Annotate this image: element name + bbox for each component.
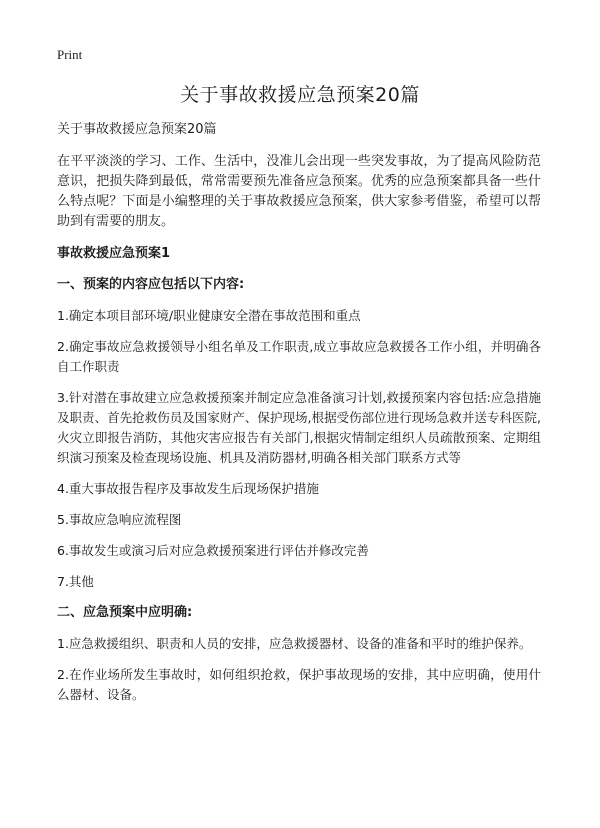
section-title: 事故救援应急预案1 [57, 246, 171, 261]
part2-heading: 二、应急预案中应明确: [57, 605, 193, 620]
part1-heading: 一、预案的内容应包括以下内容: [57, 277, 245, 292]
document-subtitle: 关于事故救援应急预案20篇 [57, 122, 217, 137]
list-item: 1.确定本项目部环境/职业健康安全潜在事故范围和重点 [57, 308, 361, 323]
list-item: 2.在作业场所发生事故时，如何组织抢救，保护事故现场的安排，其中应明确，使用什么器材、设备。 [57, 667, 541, 702]
list-item: 7.其他 [57, 574, 94, 589]
print-link[interactable]: Print [57, 47, 83, 62]
list-item: 4.重大事故报告程序及事故发生后现场保护措施 [57, 481, 319, 496]
page-title: 关于事故救援应急预案20篇 [180, 84, 420, 106]
list-item: 3.针对潜在事故建立应急救援预案并制定应急准备演习计划,救援预案内容包括:应急措施及职责、首先抢救伤员及国家财产、保护现场,根据受伤部位进行现场急救并送专科医院,火灾立即报告消防，其他灾害应报告有关部门,根据灾情制定组织人员疏散预案、定期组织演习预案及检查现场设施、机具及消防器材,明确各相关部门联系方式等 [57, 390, 541, 465]
document-body [57, 120, 541, 716]
list-item: 1.应急救援组织、职责和人员的安排，应急救援器材、设备的准备和平时的维护保养。 [57, 636, 532, 651]
list-item: 5.事故应急响应流程图 [57, 512, 182, 527]
intro-paragraph: 在平平淡淡的学习、工作、生活中，没准儿会出现一些突发事故，为了提高风险防范意识，把损失降到最低，常常需要预先准备应急预案。优秀的应急预案都具备一些什么特点呢？下面是小编整理的关于事故救援应急预案，供大家参考借鉴，希望可以帮助到有需要的朋友。 [57, 154, 541, 229]
list-item: 6.事故发生或演习后对应急救援预案进行评估并修改完善 [57, 543, 369, 558]
list-item: 2.确定事故应急救援领导小组名单及工作职责,成立事故应急救援各工作小组，并明确各自工作职责 [57, 339, 541, 374]
